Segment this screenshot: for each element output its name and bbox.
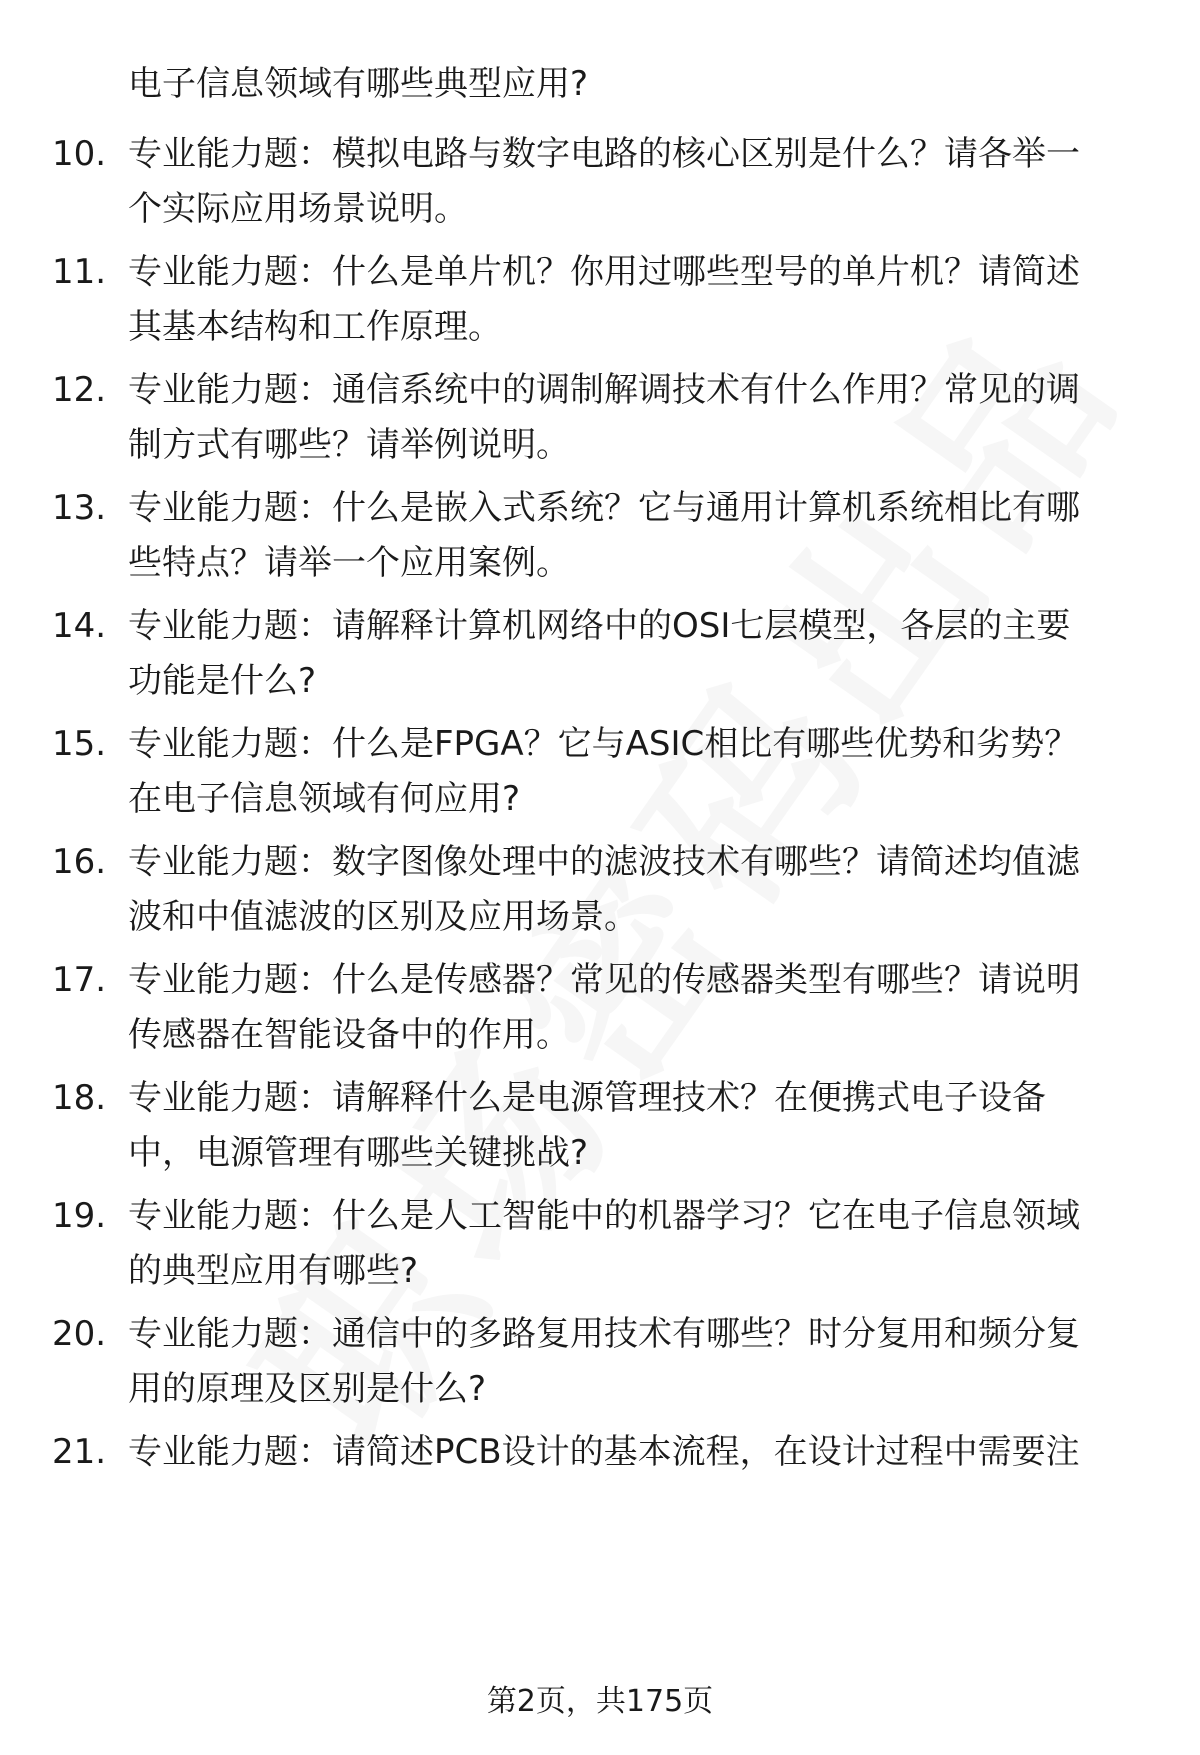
question-number: 21.: [52, 1432, 107, 1472]
question-text-line2: 的典型应用有哪些?: [128, 1251, 419, 1291]
question-item: [0, 598, 1200, 718]
question-text-line2: 制方式有哪些？请举例说明。: [128, 425, 570, 465]
question-number: 18.: [52, 1078, 107, 1118]
question-text-line1: 专业能力题：什么是传感器？常见的传感器类型有哪些？请说明: [128, 960, 1080, 1000]
question-number: 20.: [52, 1314, 107, 1354]
page-footer: 第2页，共175页: [486, 1684, 714, 1719]
question-item: [0, 1306, 1200, 1426]
question-number: 15.: [52, 724, 107, 764]
question-number: 11.: [52, 252, 107, 292]
question-number: 17.: [52, 960, 107, 1000]
question-number: 13.: [52, 488, 107, 528]
question-text-line2: 其基本结构和工作原理。: [128, 307, 502, 347]
question-text-line1: 专业能力题：什么是单片机？你用过哪些型号的单片机？请简述: [128, 252, 1080, 292]
question-text-line1: 专业能力题：数字图像处理中的滤波技术有哪些？请简述均值滤: [128, 842, 1080, 882]
question-number: 16.: [52, 842, 107, 882]
question-text-line2: 传感器在智能设备中的作用。: [128, 1015, 570, 1055]
question-number: 14.: [52, 606, 107, 646]
question-item: [0, 1188, 1200, 1308]
question-item: [0, 362, 1200, 482]
question-text-line1: 专业能力题：什么是嵌入式系统？它与通用计算机系统相比有哪: [128, 488, 1080, 528]
question-text-line1: 专业能力题：通信系统中的调制解调技术有什么作用？常见的调: [128, 370, 1080, 410]
question-text-line1: 专业能力题：什么是人工智能中的机器学习？它在电子信息领域: [128, 1196, 1080, 1236]
question-text-line1: 专业能力题：模拟电路与数字电路的核心区别是什么？请各举一: [128, 134, 1080, 174]
question-item: [0, 952, 1200, 1072]
question-text-line2: 在电子信息领域有何应用?: [128, 779, 521, 819]
question-item: [0, 244, 1200, 364]
question-text-line2: 个实际应用场景说明。: [128, 189, 468, 229]
question-item: [0, 126, 1200, 246]
question-text-line2: 用的原理及区别是什么?: [128, 1369, 487, 1409]
question-item: [0, 1070, 1200, 1190]
question-text-line2: 波和中值滤波的区别及应用场景。: [128, 897, 638, 937]
question-item: [0, 834, 1200, 954]
continued-line: 电子信息领域有哪些典型应用?: [128, 64, 589, 104]
question-item: [0, 716, 1200, 836]
question-text-line2: 中，电源管理有哪些关键挑战?: [128, 1133, 589, 1173]
question-text-line2: 功能是什么?: [128, 661, 317, 701]
question-text-line1: 专业能力题：通信中的多路复用技术有哪些？时分复用和频分复: [128, 1314, 1080, 1354]
question-text-line1: 专业能力题：请解释什么是电源管理技术？在便携式电子设备: [128, 1078, 1046, 1118]
question-text-line1: 专业能力题：请简述PCB设计的基本流程，在设计过程中需要注: [128, 1432, 1080, 1472]
question-text-line1: 专业能力题：什么是FPGA？它与ASIC相比有哪些优势和劣势？: [128, 724, 1079, 764]
question-number: 19.: [52, 1196, 107, 1236]
question-text-line1: 专业能力题：请解释计算机网络中的OSI七层模型，各层的主要: [128, 606, 1071, 646]
question-number: 10.: [52, 134, 107, 174]
question-item: [0, 480, 1200, 600]
question-text-line2: 些特点？请举一个应用案例。: [128, 543, 570, 583]
question-item: [0, 1424, 1200, 1544]
question-number: 12.: [52, 370, 107, 410]
